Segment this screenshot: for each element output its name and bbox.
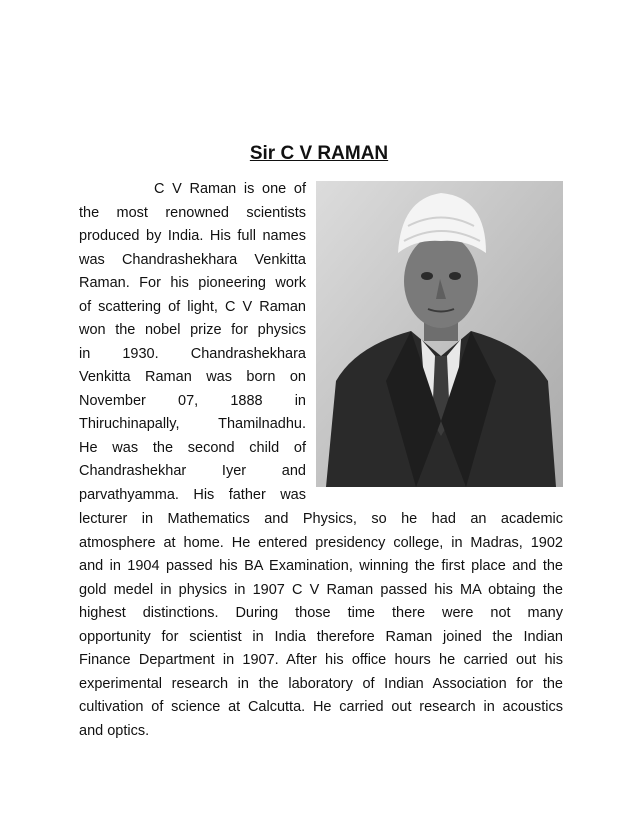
text-line: of scattering of light, C V Raman: [79, 298, 306, 315]
text-line: was Chandrashekhara Venkitta: [79, 251, 306, 268]
text-line: Finance Department in 1907. After his office hours he carried out his: [79, 652, 563, 668]
text-line: produced by India. His full names: [79, 228, 306, 244]
text-line: opportunity for scientist in India therefore Raman joined the Indian: [79, 628, 563, 645]
text-line: cultivation of science at Calcutta. He carried out research in acoustics: [79, 699, 563, 715]
text-line: November 07, 1888 in: [79, 392, 306, 409]
text-line: won the nobel prize for physics: [79, 322, 306, 338]
text-line: atmosphere at home. He entered presidency college, in Madras, 1902: [79, 534, 563, 551]
body-paragraph: [79, 508, 563, 743]
text-line: lecturer in Mathematics and Physics, so he had an academic: [79, 511, 563, 527]
text-line: C V Raman is one of: [154, 181, 306, 197]
portrait-photo: [316, 181, 563, 487]
text-line: highest distinctions. During those time there were not many: [79, 605, 563, 621]
text-line: He was the second child of: [79, 439, 306, 456]
text-line: Raman. For his pioneering work: [79, 275, 306, 291]
text-line: and optics.: [79, 722, 150, 739]
text-line: parvathyamma. His father was: [79, 486, 306, 503]
text-line: gold medel in physics in 1907 C V Raman passed his MA obtaing the: [79, 581, 563, 598]
intro-paragraph: [79, 178, 306, 507]
text-line: and in 1904 passed his BA Examination, winning the first place and the: [79, 558, 563, 574]
text-line: Chandrashekhar Iyer and: [79, 463, 306, 479]
text-line: Thiruchinapally, Thamilnadhu.: [79, 416, 306, 432]
text-line: in 1930. Chandrashekhara: [79, 345, 306, 362]
page-title: Sir C V RAMAN: [249, 143, 389, 164]
text-line: the most renowned scientists: [79, 204, 306, 221]
text-line: Venkitta Raman was born on: [79, 369, 306, 385]
text-line: experimental research in the laboratory of Indian Association for the: [79, 675, 563, 692]
